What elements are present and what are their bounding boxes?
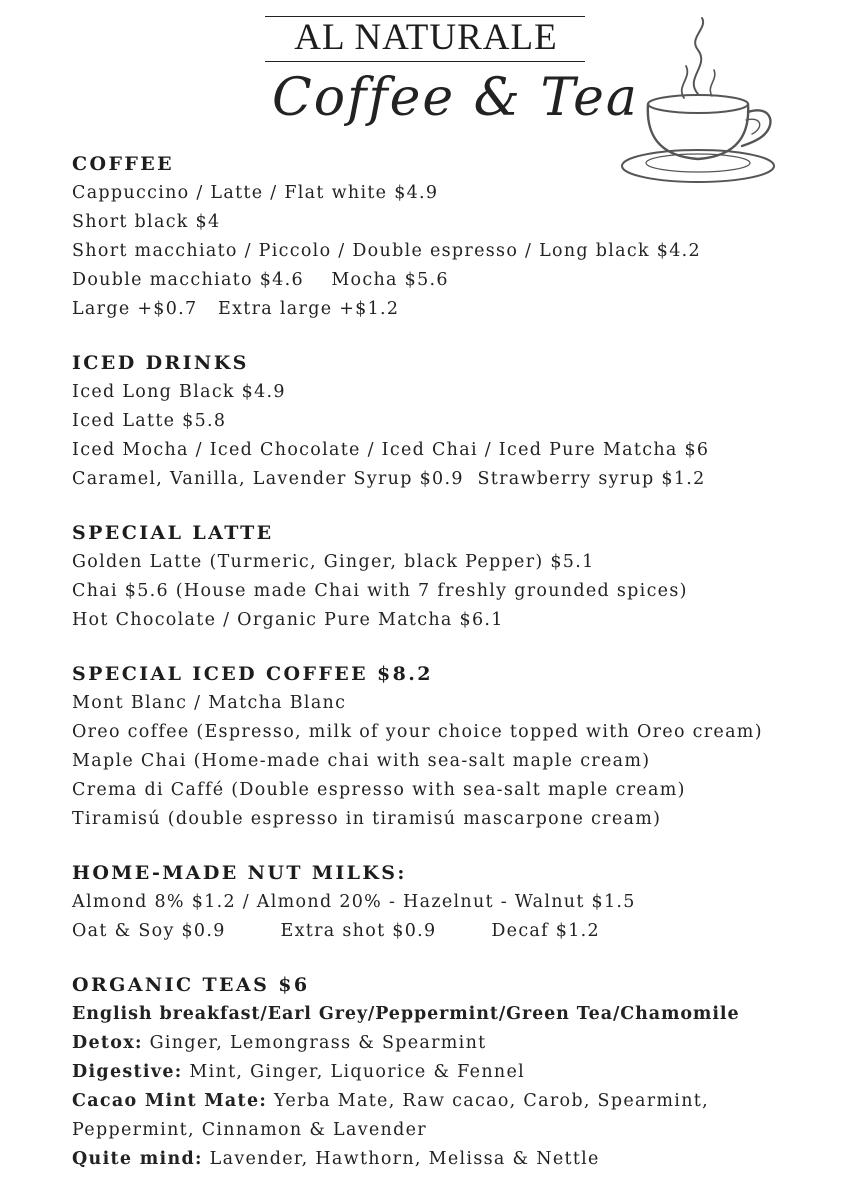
section-special-iced-coffee (72, 660, 844, 834)
section-nut-milks (72, 859, 844, 946)
section-heading: ICED DRINKS (72, 352, 249, 374)
brand-bottom-rule (265, 61, 585, 62)
section-heading: SPECIAL LATTE (72, 522, 274, 544)
section-heading: SPECIAL ICED COFFEE $8.2 (72, 663, 433, 685)
section-heading: ORGANIC TEAS $6 (72, 974, 310, 996)
tea-blend-label: Cacao Mint Mate: (72, 1091, 268, 1111)
menu-line: Short macchiato / Piccolo / Double espresso / Long black $4.2 (72, 241, 701, 261)
brand-name: AL NATURALE (294, 17, 558, 58)
section-heading: COFFEE (72, 153, 175, 175)
menu-line: Oat & Soy $0.9 Extra shot $0.9 Decaf $1.2 (72, 921, 600, 941)
menu-line: Short black $4 (72, 212, 221, 232)
brand-script-title: Coffee & Tea (272, 68, 639, 128)
menu-line: Oreo coffee (Espresso, milk of your choice topped with Oreo cream) (72, 722, 763, 742)
menu-line: Crema di Caffé (Double espresso with sea-salt maple cream) (72, 780, 686, 800)
tea-blend-ingredients: Mint, Ginger, Liquorice & Fennel (182, 1062, 526, 1082)
brand-header (265, 16, 587, 62)
tea-blend-ingredients: Yerba Mate, Raw cacao, Carob, Spearmint, (267, 1091, 709, 1111)
menu-line: Maple Chai (Home-made chai with sea-salt maple cream) (72, 751, 651, 771)
tea-blend-label: Quite mind: (72, 1149, 203, 1169)
section-coffee (72, 150, 844, 324)
menu-line: Almond 8% $1.2 / Almond 20% - Hazelnut - Walnut $1.5 (72, 892, 636, 912)
menu-line: Iced Latte $5.8 (72, 411, 227, 431)
tea-blend-ingredients: Lavender, Hawthorn, Melissa & Nettle (202, 1149, 600, 1169)
tea-types-line (72, 1000, 844, 1029)
section-organic-teas (72, 971, 844, 1174)
tea-types: English breakfast/Earl Grey/Peppermint/Green Tea/Chamomile (72, 1004, 740, 1024)
menu-line: Cappuccino / Latte / Flat white $4.9 (72, 183, 439, 203)
menu-line: Double macchiato $4.6 Mocha $5.6 (72, 270, 449, 290)
tea-blend-ingredients-continued: Peppermint, Cinnamon & Lavender (72, 1120, 427, 1140)
menu-line: Hot Chocolate / Organic Pure Matcha $6.1 (72, 610, 504, 630)
menu-line: Large +$0.7 Extra large +$1.2 (72, 299, 400, 319)
tea-blend-label: Detox: (72, 1033, 143, 1053)
tea-blend-digestive (72, 1058, 844, 1087)
menu-line: Iced Long Black $4.9 (72, 382, 286, 402)
menu-line: Caramel, Vanilla, Lavender Syrup $0.9 Strawberry syrup $1.2 (72, 469, 706, 489)
tea-blend-detox (72, 1029, 844, 1058)
menu-line: Tiramisú (double espresso in tiramisú mascarpone cream) (72, 809, 662, 829)
tea-blend-cacao-mint-mate (72, 1087, 844, 1116)
menu-line: Iced Mocha / Iced Chocolate / Iced Chai / Iced Pure Matcha $6 (72, 440, 710, 460)
menu-body (72, 150, 844, 1199)
tea-blend-quite-mind (72, 1145, 844, 1174)
tea-blend-label: Digestive: (72, 1062, 183, 1082)
menu-line: Golden Latte (Turmeric, Ginger, black Pepper) $5.1 (72, 552, 595, 572)
section-iced-drinks (72, 349, 844, 494)
section-heading: HOME-MADE NUT MILKS: (72, 862, 407, 884)
section-special-latte (72, 519, 844, 635)
menu-line: Chai $5.6 (House made Chai with 7 freshly grounded spices) (72, 581, 688, 601)
menu-line: Mont Blanc / Matcha Blanc (72, 693, 347, 713)
tea-blend-ingredients: Ginger, Lemongrass & Spearmint (142, 1033, 487, 1053)
